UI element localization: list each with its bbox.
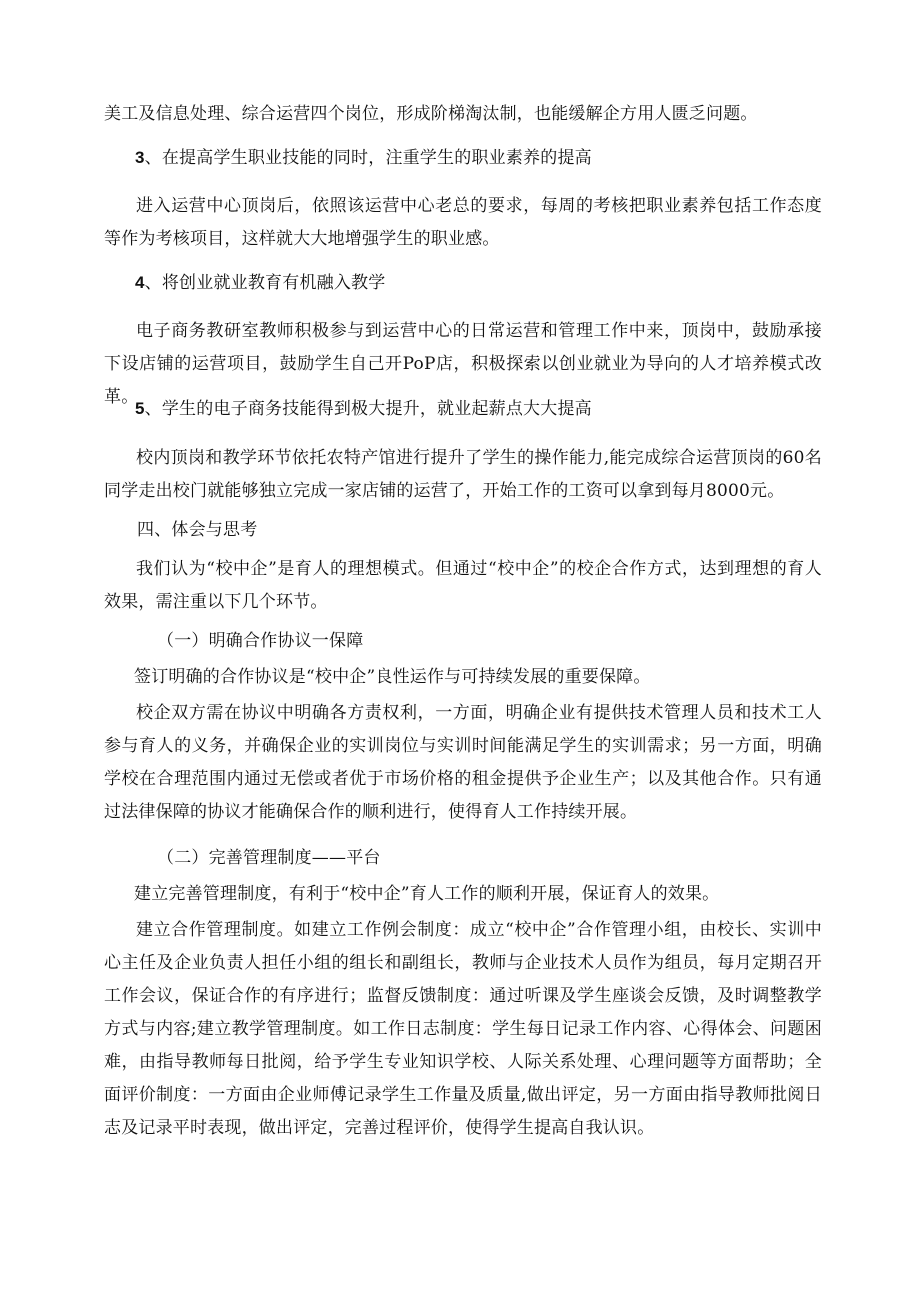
heading-item-4 xyxy=(135,266,385,300)
heading-item-4-text: 、将创业就业教育有机融入教学 xyxy=(144,273,386,293)
heading-item-5-text: 、学生的电子商务技能得到极大提升，就业起薪点大大提高 xyxy=(144,399,592,419)
paragraph-job-positions: 美工及信息处理、综合运营四个岗位，形成阶梯淘汰制，也能缓解企方用人匮乏问题。 xyxy=(104,104,758,124)
heading-item-3-number: 3 xyxy=(135,148,145,167)
paragraph-professional-quality: 进入运营中心顶岗后，依照该运营中心老总的要求，每周的考核把职业素养包括工作态度等作为考核项目，这样就大大地增强学生的职业感。 xyxy=(104,196,822,249)
paragraph-agreement-guarantee: 签订明确的合作协议是“校中企”良性运作与可持续发展的重要保障。 xyxy=(134,667,651,687)
paragraph-skills-salary: 校内顶岗和教学环节依托农特产馆进行提升了学生的操作能力,能完成综合运营顶岗的60名同学走出校门就能够独立完成一家店铺的运营了，开始工作的工资可以拿到每月8000元。 xyxy=(104,448,822,501)
paragraph-entrepreneurship: 电子商务教研室教师积极参与到运营中心的日常运营和管理工作中来，顶岗中，鼓励承接下设店铺的运营项目，鼓励学生自己开PoP店，积极探索以创业就业为导向的人才培养模式改革。 xyxy=(104,321,822,407)
paragraph-cooperation-rules: 建立合作管理制度。如建立工作例会制度：成立“校中企”合作管理小组，由校长、实训中心主任及企业负责人担任小组的组长和副组长，教师与企业技术人员作为组员，每月定期召开工作会议，保证合作的有序进行；监督反馈制度：通过听课及学生座谈会反馈，及时调整教学方式与内容;建立教学管理制度。如工作日志制度：学生每日记录工作内容、心得体会、问题困难，由指导教师每日批阅，给予学生专业知识学校、人际关系处理、心理问题等方面帮助；全面评价制度：一方面由企业师傅记录学生工作量及质量,做出评定，另一方面由指导教师批阅日志及记录平时表现，做出评定，完善过程评价，使得学生提高自我认识。 xyxy=(104,920,822,1138)
section-title-reflection: 四、体会与思考 xyxy=(137,520,258,540)
paragraph-rights-responsibilities: 校企双方需在协议中明确各方责权利，一方面，明确企业有提供技术管理人员和技术工人参与育人的义务，并确保企业的实训岗位与实训时间能满足学生的实训需求；另一方面，明确学校在合理范围内通过无偿或者优于市场价格的租金提供予企业生产；以及其他合作。只有通过法律保障的协议才能确保合作的顺利进行，使得育人工作持续开展。 xyxy=(104,703,822,822)
heading-item-5-number: 5 xyxy=(135,399,145,418)
heading-item-3 xyxy=(135,141,592,175)
heading-item-4-number: 4 xyxy=(135,273,145,292)
heading-item-3-text: 、在提高学生职业技能的同时，注重学生的职业素养的提高 xyxy=(144,148,592,168)
paragraph-management-system: 建立完善管理制度，有利于“校中企”育人工作的顺利开展，保证育人的效果。 xyxy=(134,884,720,904)
subsection-title-agreement: （一）明确合作协议一保障 xyxy=(157,631,364,651)
subsection-title-management: （二）完善管理制度——平台 xyxy=(157,848,381,868)
heading-item-5 xyxy=(135,392,592,426)
paragraph-ideal-model: 我们认为“校中企”是育人的理想模式。但通过“校中企”的校企合作方式，达到理想的育人效果，需注重以下几个环节。 xyxy=(104,559,822,612)
